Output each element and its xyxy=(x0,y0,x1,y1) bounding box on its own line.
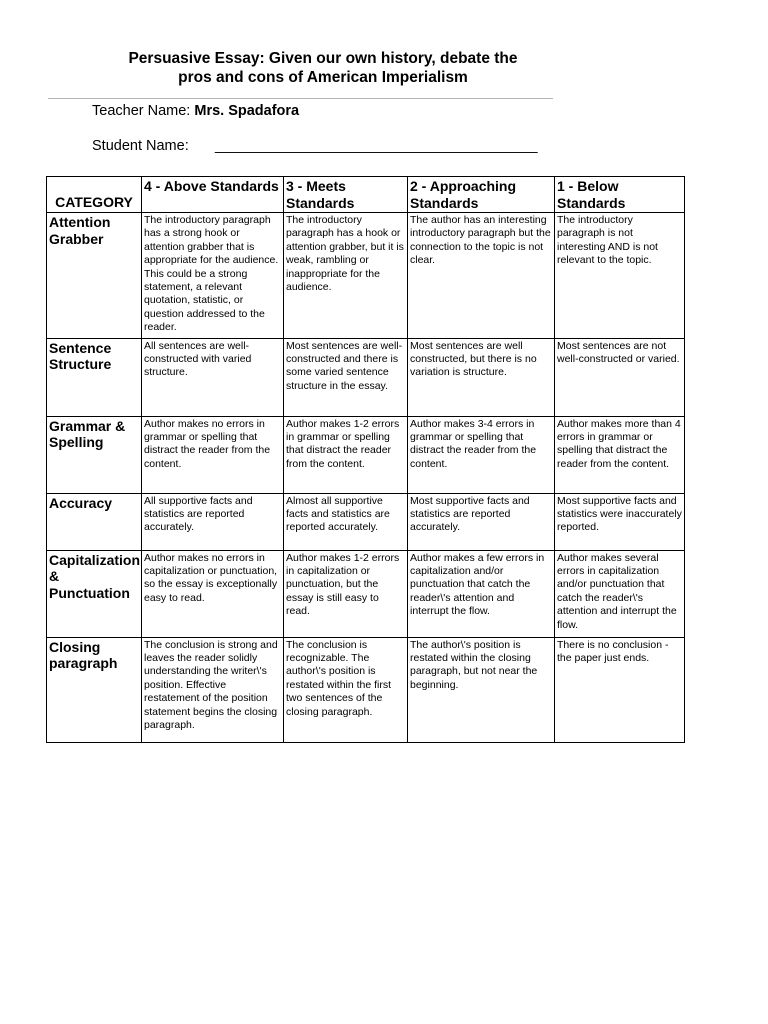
criteria-cell: Most supportive facts and statistics were inaccurately reported. xyxy=(555,493,685,550)
criteria-cell: Author makes no errors in capitalization or punctuation, so the essay is exceptionally easy to read. xyxy=(142,550,284,637)
rubric-row-accuracy xyxy=(47,493,685,550)
category-cell: Grammar & Spelling xyxy=(47,416,142,493)
criteria-cell: Author makes 1-2 errors in grammar or spelling that distract the reader from the content. xyxy=(284,416,408,493)
header-cell-2: 2 - Approaching Standards xyxy=(408,177,555,213)
rubric-row-attention-grabber xyxy=(47,213,685,339)
document-title xyxy=(48,49,598,87)
header-cell-1: 1 - Below Standards xyxy=(555,177,685,213)
criteria-cell: Author makes a few errors in capitalization and/or punctuation that catch the reader\'s attention and interrupt the flow. xyxy=(408,550,555,637)
rubric-row-closing-paragraph xyxy=(47,637,685,742)
teacher-name: Mrs. Spadafora xyxy=(194,103,300,119)
category-cell: Sentence Structure xyxy=(47,338,142,416)
student-name-blank: ________________________________________ xyxy=(215,138,538,154)
criteria-cell: The author\'s position is restated within the closing paragraph, but not near the beginning. xyxy=(408,637,555,742)
category-cell: Capitalization & Punctuation xyxy=(47,550,142,637)
criteria-cell: Author makes several errors in capitalization and/or punctuation that catch the reader\'s attention and interrupt the flow. xyxy=(555,550,685,637)
criteria-cell: The conclusion is recognizable. The author\'s position is restated within the first two sentences of the closing paragraph. xyxy=(284,637,408,742)
criteria-cell: Most sentences are well constructed, but there is no variation is structure. xyxy=(408,338,555,416)
category-cell: Attention Grabber xyxy=(47,213,142,339)
criteria-cell: Author makes more than 4 errors in grammar or spelling that distract the reader from the content. xyxy=(555,416,685,493)
rubric-row-sentence-structure xyxy=(47,338,685,416)
rubric-row-grammar-spelling xyxy=(47,416,685,493)
title-line-1: Persuasive Essay: Given our own history, debate the xyxy=(128,50,518,67)
title-line-2: pros and cons of American Imperialism xyxy=(178,69,468,86)
student-label: Student Name: xyxy=(92,138,189,154)
criteria-cell: Most sentences are not well-constructed or varied. xyxy=(555,338,685,416)
header-cell-3: 3 - Meets Standards xyxy=(284,177,408,213)
header-cell-4: 4 - Above Standards xyxy=(142,177,284,213)
criteria-cell: Author makes 1-2 errors in capitalization or punctuation, but the essay is still easy to read. xyxy=(284,550,408,637)
criteria-cell: The introductory paragraph has a hook or attention grabber, but it is weak, rambling or inappropriate for the audience. xyxy=(284,213,408,339)
category-cell: Accuracy xyxy=(47,493,142,550)
criteria-cell: All sentences are well-constructed with varied structure. xyxy=(142,338,284,416)
rubric-row-capitalization-punctuation xyxy=(47,550,685,637)
rubric-table xyxy=(46,176,685,743)
criteria-cell: All supportive facts and statistics are reported accurately. xyxy=(142,493,284,550)
criteria-cell: Author makes no errors in grammar or spelling that distract the reader from the content. xyxy=(142,416,284,493)
criteria-cell: The introductory paragraph is not interesting AND is not relevant to the topic. xyxy=(555,213,685,339)
criteria-cell: Most sentences are well-constructed and there is some varied sentence structure in the essay. xyxy=(284,338,408,416)
title-divider xyxy=(48,98,553,99)
criteria-cell: Most supportive facts and statistics are reported accurately. xyxy=(408,493,555,550)
teacher-line xyxy=(92,103,299,119)
student-line xyxy=(92,138,538,154)
category-cell: Closing paragraph xyxy=(47,637,142,742)
criteria-cell: The author has an interesting introductory paragraph but the connection to the topic is not clear. xyxy=(408,213,555,339)
header-cell-category: CATEGORY xyxy=(47,177,142,213)
rubric-header-row xyxy=(47,177,685,213)
criteria-cell: Almost all supportive facts and statistics are reported accurately. xyxy=(284,493,408,550)
criteria-cell: Author makes 3-4 errors in grammar or spelling that distract the reader from the content. xyxy=(408,416,555,493)
teacher-label: Teacher Name: xyxy=(92,103,191,119)
criteria-cell: The conclusion is strong and leaves the reader solidly understanding the writer\'s position. Effective restatement of the position statement begins the closing paragraph. xyxy=(142,637,284,742)
criteria-cell: The introductory paragraph has a strong hook or attention grabber that is appropriate for the audience. This could be a strong statement, a relevant quotation, statistic, or question addressed to the reader. xyxy=(142,213,284,339)
criteria-cell: There is no conclusion - the paper just ends. xyxy=(555,637,685,742)
